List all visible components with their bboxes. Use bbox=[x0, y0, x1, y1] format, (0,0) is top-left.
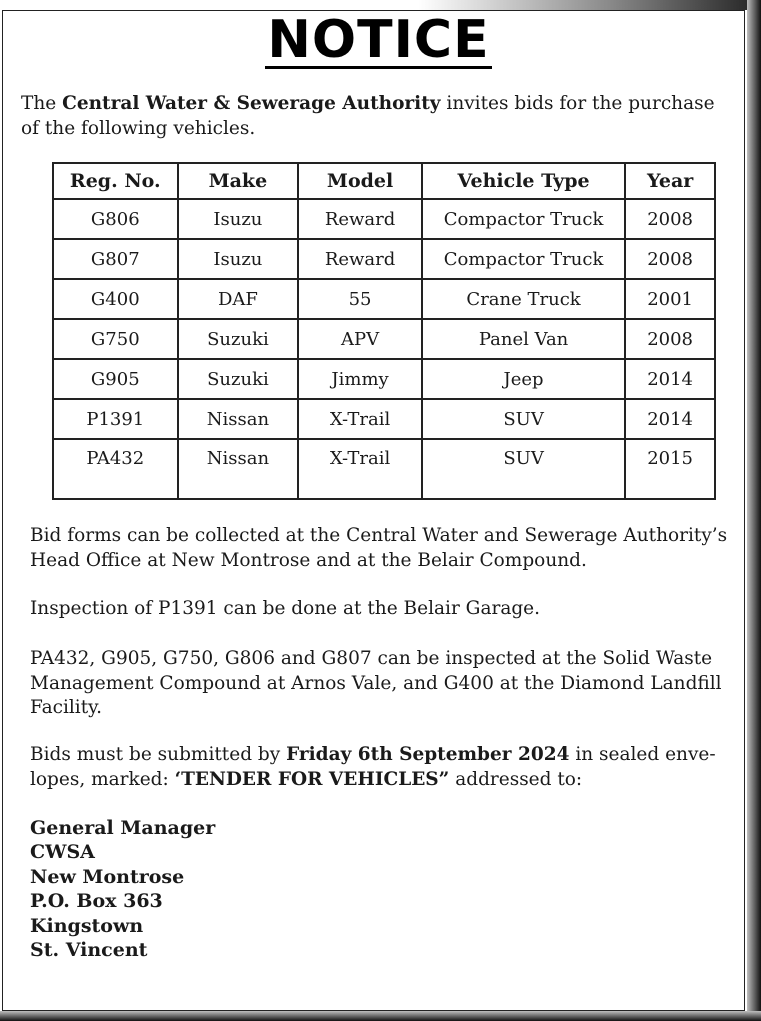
cell-make: Nissan bbox=[178, 439, 299, 499]
cell-model: Reward bbox=[298, 239, 422, 279]
cell-make: Suzuki bbox=[178, 319, 299, 359]
deadline-suffix: addressed to: bbox=[449, 768, 583, 790]
header-year: Year bbox=[625, 163, 715, 199]
table-row bbox=[53, 439, 715, 499]
frame-bottom-shadow bbox=[0, 1011, 761, 1021]
cell-model: APV bbox=[298, 319, 422, 359]
table-row bbox=[53, 239, 715, 279]
cell-vehicle-type: Crane Truck bbox=[422, 279, 625, 319]
mailing-address bbox=[30, 816, 215, 962]
vehicles-table bbox=[52, 162, 716, 500]
cell-vehicle-type: SUV bbox=[422, 399, 625, 439]
inspection-others-paragraph: PA432, G905, G750, G806 and G807 can be inspected at the Solid Waste Management Compound at Arnos Vale, and G400 at the Diamond Landfill Facility. bbox=[30, 648, 722, 718]
header-vehicle-type: Vehicle Type bbox=[422, 163, 625, 199]
intro-paragraph bbox=[21, 91, 736, 141]
cell-year: 2014 bbox=[625, 399, 715, 439]
cell-model: Reward bbox=[298, 199, 422, 239]
address-line-area: New Montrose bbox=[30, 865, 185, 888]
cell-reg-no: P1391 bbox=[53, 399, 178, 439]
header-model: Model bbox=[298, 163, 422, 199]
cell-reg-no: G807 bbox=[53, 239, 178, 279]
address-line-city: Kingstown bbox=[30, 914, 144, 937]
cell-reg-no: G750 bbox=[53, 319, 178, 359]
header-reg-no: Reg. No. bbox=[53, 163, 178, 199]
cell-year: 2015 bbox=[625, 439, 715, 499]
frame-right-shadow bbox=[747, 0, 761, 1021]
cell-vehicle-type: Compactor Truck bbox=[422, 199, 625, 239]
intro-prefix: The bbox=[21, 93, 63, 114]
cell-vehicle-type: Compactor Truck bbox=[422, 239, 625, 279]
table-row bbox=[53, 399, 715, 439]
cell-year: 2001 bbox=[625, 279, 715, 319]
frame-top-shadow bbox=[0, 0, 761, 10]
deadline-middle: in sealed enve-lopes, marked: bbox=[30, 744, 716, 790]
cell-make: Suzuki bbox=[178, 359, 299, 399]
cell-reg-no: G400 bbox=[53, 279, 178, 319]
table-row bbox=[53, 279, 715, 319]
address-line-po-box: P.O. Box 363 bbox=[30, 890, 163, 913]
cell-make: Isuzu bbox=[178, 199, 299, 239]
bid-forms-paragraph: Bid forms can be collected at the Central Water and Sewerage Authority’s Head Office at New Montrose and at the Belair Compound. bbox=[30, 525, 728, 571]
cell-make: Nissan bbox=[178, 399, 299, 439]
cell-make: Isuzu bbox=[178, 239, 299, 279]
table-row bbox=[53, 199, 715, 239]
notice-title-text: NOTICE bbox=[267, 10, 490, 70]
address-line-organization: CWSA bbox=[30, 841, 95, 864]
cell-reg-no: G806 bbox=[53, 199, 178, 239]
cell-vehicle-type: Panel Van bbox=[422, 319, 625, 359]
cell-vehicle-type: SUV bbox=[422, 439, 625, 499]
deadline-date: Friday 6th September 2024 bbox=[286, 744, 570, 765]
intro-org-name: Central Water & Sewerage Authority bbox=[62, 93, 441, 114]
notice-title bbox=[0, 12, 757, 69]
cell-year: 2008 bbox=[625, 319, 715, 359]
header-make: Make bbox=[178, 163, 299, 199]
cell-model: X-Trail bbox=[298, 439, 422, 499]
cell-model: Jimmy bbox=[298, 359, 422, 399]
table-header-row bbox=[53, 163, 715, 199]
cell-make: DAF bbox=[178, 279, 299, 319]
address-line-recipient: General Manager bbox=[30, 817, 216, 839]
cell-model: X-Trail bbox=[298, 399, 422, 439]
cell-reg-no: G905 bbox=[53, 359, 178, 399]
address-line-country: St. Vincent bbox=[30, 939, 148, 962]
inspection-p1391-paragraph: Inspection of P1391 can be done at the Belair Garage. bbox=[30, 598, 541, 619]
deadline-marking: ‘TENDER FOR VEHICLES” bbox=[174, 768, 450, 790]
cell-vehicle-type: Jeep bbox=[422, 359, 625, 399]
cell-model: 55 bbox=[298, 279, 422, 319]
deadline-prefix: Bids must be submitted by bbox=[30, 744, 287, 765]
cell-reg-no: PA432 bbox=[53, 439, 178, 499]
cell-year: 2008 bbox=[625, 199, 715, 239]
cell-year: 2008 bbox=[625, 239, 715, 279]
deadline-paragraph bbox=[30, 743, 730, 792]
cell-year: 2014 bbox=[625, 359, 715, 399]
table-row bbox=[53, 319, 715, 359]
table-row bbox=[53, 359, 715, 399]
intro-suffix: invites bids for the purchase of the following vehicles. bbox=[21, 93, 715, 139]
